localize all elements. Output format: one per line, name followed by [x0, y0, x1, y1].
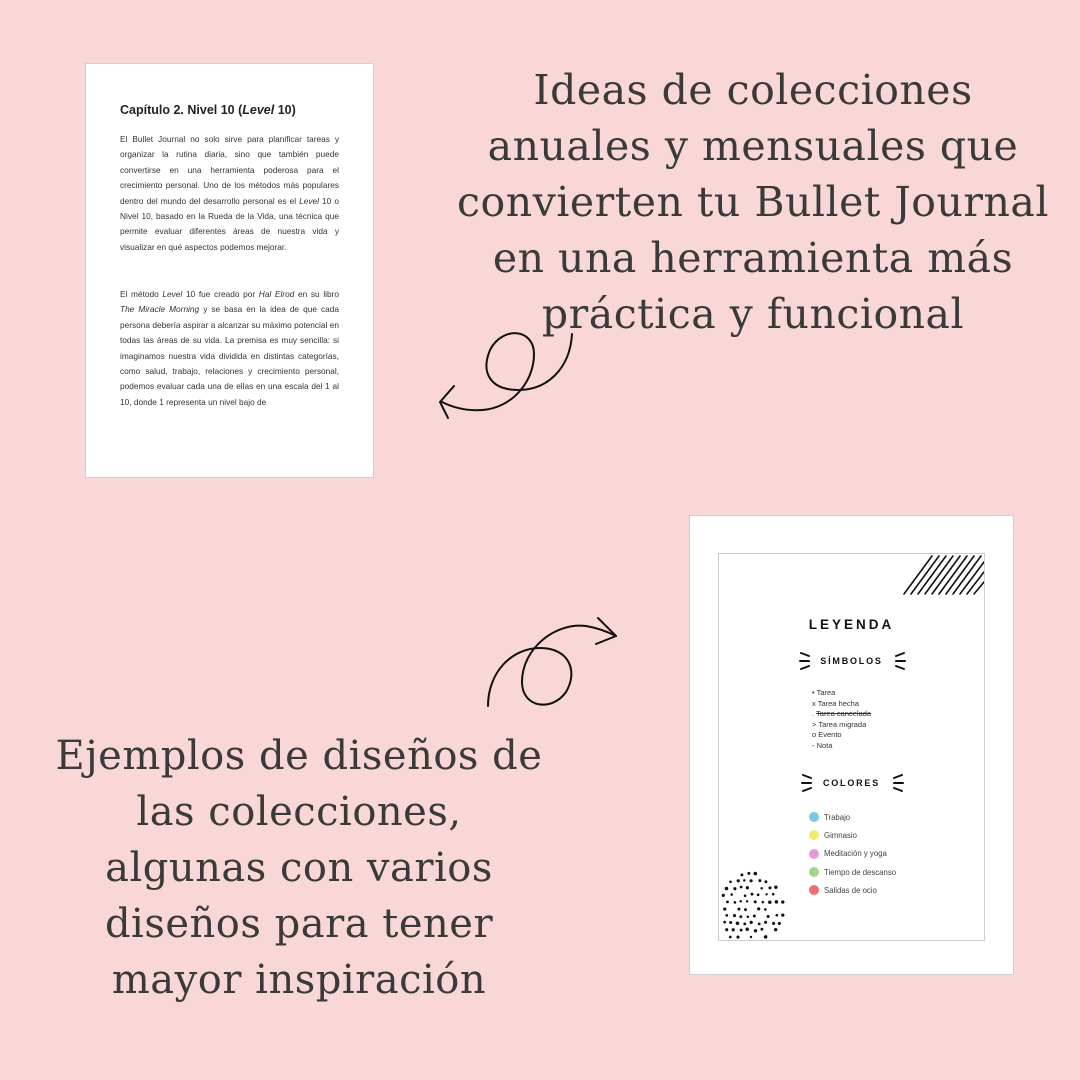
colors-list — [809, 808, 896, 899]
pattern-dot — [778, 922, 781, 925]
pattern-dot — [772, 893, 775, 896]
pattern-dot — [757, 907, 760, 910]
color-item: Meditación y yoga — [809, 845, 896, 863]
pattern-dot — [768, 886, 771, 889]
pattern-dot — [747, 916, 750, 919]
pattern-dot — [775, 900, 778, 903]
color-dot — [809, 849, 819, 859]
colors-burst-icon — [719, 672, 986, 802]
pattern-dot — [723, 908, 726, 911]
document-page-preview — [85, 63, 374, 478]
color-dot — [809, 812, 819, 822]
color-dot — [809, 867, 819, 877]
pattern-dot — [750, 936, 752, 938]
pattern-dot — [725, 928, 728, 931]
pattern-dot — [729, 936, 732, 939]
legend-page-preview — [689, 515, 1014, 975]
pattern-dot — [768, 901, 771, 904]
pattern-dot — [745, 928, 749, 932]
pattern-dot — [758, 879, 761, 882]
pattern-dot — [729, 880, 732, 883]
pattern-dot — [753, 915, 756, 918]
symbol-item: > Tarea migrada — [812, 719, 867, 729]
pattern-dot — [781, 913, 784, 916]
pattern-dot — [751, 893, 754, 896]
pattern-dot — [764, 935, 768, 939]
legend-title: LEYENDA — [808, 617, 895, 632]
pattern-dot — [743, 879, 746, 882]
symbol-item: • Tarea — [812, 688, 836, 697]
pattern-dot — [767, 915, 770, 918]
pattern-dot — [725, 887, 729, 891]
paragraph-2: El método Level 10 fue creado por Hal Elrod en su libro The Miracle Morning y se basa en la idea de que cada persona debería aspirar a alcanzar su máximo potencial en todas las áreas de su vida. La premisa es muy sencilla: si imaginamos nuestra vida dividida en distintas categorías, como salud, trabajo, relaciones y crecimiento personal, podemos evaluar cada una de ellas en una escala del 1 al 10, donde 1 representa un nivel bajo de — [120, 289, 339, 407]
colors-title: COLORES — [822, 778, 881, 788]
loop-arrow-right-icon — [478, 608, 628, 718]
pattern-dot — [733, 887, 736, 890]
pattern-dot — [730, 893, 733, 896]
pattern-dot — [765, 893, 767, 895]
color-item: Trabajo — [809, 808, 896, 826]
pattern-dot — [750, 879, 753, 882]
pattern-dot — [758, 922, 761, 925]
pattern-dot — [740, 873, 743, 876]
color-item: Gimnasio — [809, 826, 896, 844]
pattern-dot — [774, 928, 777, 931]
pattern-dot — [754, 872, 758, 876]
pattern-dot — [781, 900, 784, 903]
color-item: Tiempo de descanso — [809, 863, 896, 881]
pattern-dot — [740, 929, 743, 932]
chapter-heading: Capítulo 2. Nivel 10 (Level 10) — [120, 103, 296, 117]
caption-bottom: Ejemplos de diseños de las colecciones, algunas con varios diseños para tener mayor inspiración — [55, 733, 543, 1003]
symbol-item: - Nota — [812, 740, 833, 750]
pattern-dot — [734, 901, 737, 904]
pattern-dot — [757, 893, 760, 896]
pattern-dot — [744, 908, 747, 911]
color-dot — [809, 885, 819, 895]
pattern-dot — [723, 921, 726, 924]
pattern-dot — [754, 900, 757, 903]
caption-top: Ideas de colecciones anuales y mensuales que convierten tu Bullet Journal en una herramienta más práctica y funcional — [457, 66, 1049, 338]
pattern-dot — [740, 886, 743, 889]
pattern-dot — [739, 915, 742, 918]
pattern-dot — [750, 921, 753, 924]
pattern-dot — [760, 928, 763, 931]
pattern-dot — [764, 880, 767, 883]
pattern-dot — [743, 922, 746, 925]
pattern-dot — [736, 922, 740, 926]
pattern-dot — [739, 900, 742, 903]
pattern-dot — [746, 886, 749, 889]
pattern-dot — [754, 929, 757, 932]
pattern-dot — [725, 914, 728, 917]
paragraph-1: El Bullet Journal no solo sirve para planificar tareas y organizar la rutina diaria, sino que también puede convertirse en una herramienta poderosa para el crecimiento personal. Uno de los métodos más populares dentro del mundo del desarrollo personal es el Level 10 o Nivel 10, basado en la Rueda de la Vida, una técnica que permite evaluar diferentes áreas de nuestra vida y visualizar en qué aspectos podemos mejorar. — [120, 134, 339, 252]
symbol-item: . Tarea cancelada — [812, 709, 872, 719]
pattern-dot — [737, 908, 740, 911]
pattern-dot — [732, 928, 735, 931]
symbols-burst-icon — [719, 554, 986, 684]
pattern-dot — [775, 914, 778, 917]
pattern-dot — [764, 921, 767, 924]
loop-arrow-left-icon — [430, 320, 590, 430]
pattern-dot — [733, 914, 736, 917]
symbol-item: x Tarea hecha — [812, 698, 859, 708]
dots-pattern-decoration — [719, 860, 785, 940]
symbol-item: o Evento — [812, 730, 842, 740]
symbols-title: SÍMBOLOS — [820, 656, 883, 666]
pattern-dot — [762, 901, 765, 904]
pattern-dot — [772, 922, 775, 925]
pattern-dot — [746, 900, 748, 902]
color-dot — [809, 830, 819, 840]
pattern-dot — [760, 887, 763, 890]
legend-inner-frame — [718, 553, 985, 941]
color-item: Salidas de ocio — [809, 881, 896, 899]
pattern-dot — [722, 894, 725, 897]
pattern-dot — [729, 921, 732, 924]
pattern-dot — [737, 879, 740, 882]
pattern-dot — [747, 872, 750, 875]
pattern-dot — [744, 894, 747, 897]
pattern-dot — [736, 936, 739, 939]
pattern-dot — [774, 886, 777, 889]
pattern-dot — [764, 908, 767, 911]
pattern-dot — [726, 901, 729, 904]
